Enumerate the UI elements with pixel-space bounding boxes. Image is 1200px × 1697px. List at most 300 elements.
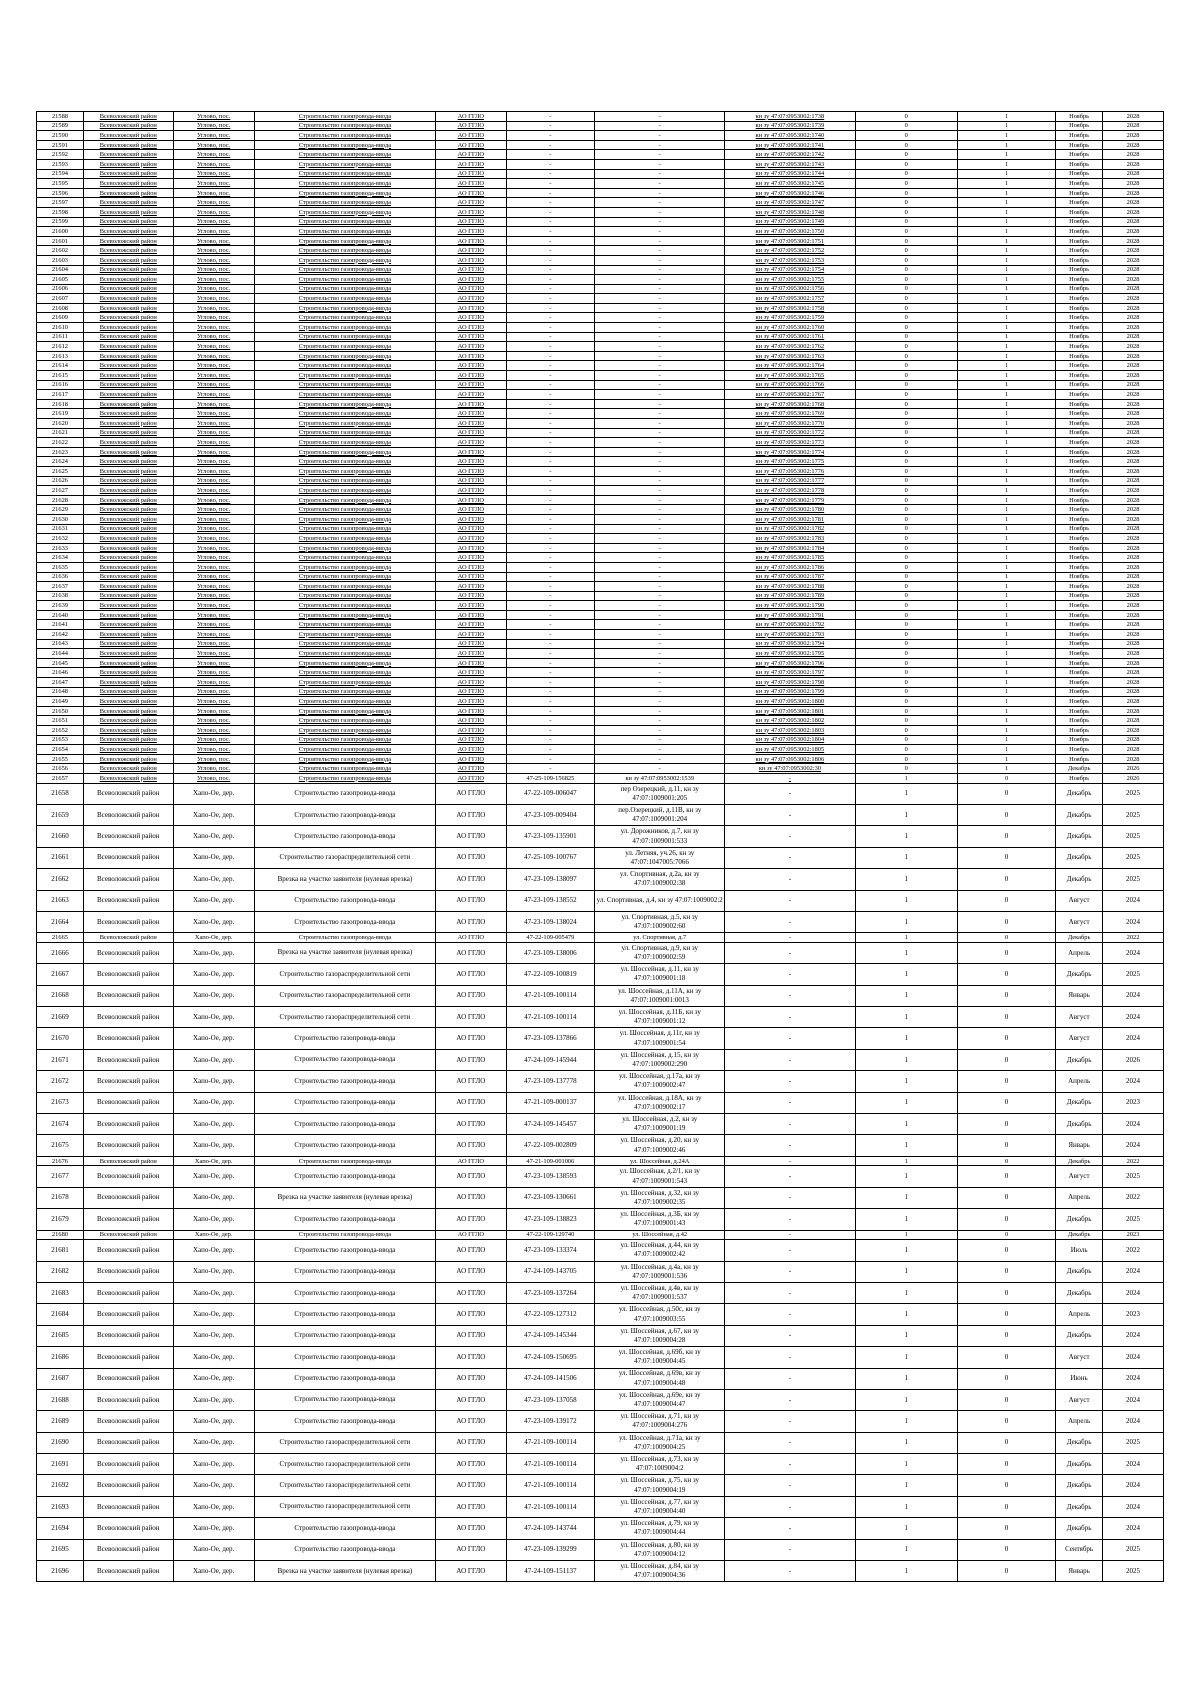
- cell-col_a: 0: [855, 217, 957, 227]
- cell-id: 21631: [37, 524, 84, 534]
- cell-address: ул. Летняя, уч.26, кн зу 47:07:1047005:7066: [595, 847, 725, 868]
- cell-month: Ноябрь: [1056, 514, 1103, 524]
- cell-work: Строительство газопровода-ввода: [254, 294, 435, 304]
- cell-id: 21588: [37, 112, 84, 122]
- cell-col_a: 0: [855, 649, 957, 659]
- cell-col_b: 0: [957, 942, 1055, 963]
- cell-permit: 47-24-109-145457: [506, 1114, 595, 1135]
- cell-address: -: [595, 735, 725, 745]
- cell-month: Август: [1056, 1007, 1103, 1028]
- cell-work: Врезка на участке заявителя (нулевая врезка): [254, 1187, 435, 1208]
- cell-work: Строительство газопровода-ввода: [254, 668, 435, 678]
- cell-org: АО ГГЛО: [436, 169, 506, 179]
- cell-month: Август: [1056, 911, 1103, 932]
- cell-col_b: 1: [957, 553, 1055, 563]
- cell-district: Всеволожский район: [83, 399, 173, 409]
- cell-col_a: 0: [855, 227, 957, 237]
- cell-col_a: 0: [855, 697, 957, 707]
- cell-settlement: Хапо-Ое, дер.: [173, 1156, 254, 1166]
- cell-id: 21659: [37, 804, 84, 825]
- cell-district: Всеволожский район: [83, 246, 173, 256]
- cell-col_b: 0: [957, 773, 1055, 783]
- cell-work: Строительство газопровода-ввода: [254, 399, 435, 409]
- cell-year: 2028: [1103, 505, 1164, 515]
- cell-month: Декабрь: [1056, 1496, 1103, 1517]
- cell-col_b: 1: [957, 457, 1055, 467]
- cell-district: Всеволожский район: [83, 678, 173, 688]
- cell-col_b: 1: [957, 514, 1055, 524]
- cell-permit: -: [506, 159, 595, 169]
- cell-work: Строительство газопровода-ввода: [254, 217, 435, 227]
- cell-org: АО ГГЛО: [436, 804, 506, 825]
- cell-settlement: Хапо-Ое, дер.: [173, 1240, 254, 1261]
- cell-address: ул. Шоссейная, д.79, кн зу 47:07:1009004:44: [595, 1518, 725, 1539]
- cell-settlement: Углово, пос.: [173, 447, 254, 457]
- cell-month: Ноябрь: [1056, 265, 1103, 275]
- table-row: [37, 294, 1164, 304]
- cell-id: 21664: [37, 911, 84, 932]
- table-row: [37, 188, 1164, 198]
- cell-col_a: 1: [855, 985, 957, 1006]
- cell-id: 21667: [37, 964, 84, 985]
- cell-month: Ноябрь: [1056, 486, 1103, 496]
- cell-id: 21676: [37, 1156, 84, 1166]
- cell-cadastral: -: [725, 1135, 855, 1156]
- table-row: [37, 313, 1164, 323]
- cell-permit: -: [506, 764, 595, 774]
- table-row: [37, 1028, 1164, 1049]
- cell-col_a: 0: [855, 601, 957, 611]
- cell-district: Всеволожский район: [83, 534, 173, 544]
- cell-month: Ноябрь: [1056, 342, 1103, 352]
- cell-month: Ноябрь: [1056, 754, 1103, 764]
- cell-settlement: Хапо-Ое, дер.: [173, 1209, 254, 1230]
- cell-permit: -: [506, 726, 595, 736]
- cell-col_a: 0: [855, 246, 957, 256]
- cell-col_b: 0: [957, 783, 1055, 804]
- cell-month: Ноябрь: [1056, 620, 1103, 630]
- cell-col_a: 1: [855, 847, 957, 868]
- cell-settlement: Углово, пос.: [173, 486, 254, 496]
- cell-col_b: 1: [957, 246, 1055, 256]
- table-row: [37, 1389, 1164, 1410]
- cell-id: 21596: [37, 188, 84, 198]
- table-row: [37, 1347, 1164, 1368]
- cell-permit: -: [506, 380, 595, 390]
- cell-id: 21695: [37, 1539, 84, 1560]
- cell-work: Строительство газопровода-ввода: [254, 620, 435, 630]
- cell-col_a: 0: [855, 495, 957, 505]
- cell-district: Всеволожский район: [83, 1325, 173, 1346]
- cell-address: -: [595, 150, 725, 160]
- cell-col_b: 0: [957, 1209, 1055, 1230]
- cell-month: Ноябрь: [1056, 745, 1103, 755]
- table-row: [37, 1166, 1164, 1187]
- cell-work: Строительство газопровода-ввода: [254, 505, 435, 515]
- cell-work: Строительство газопровода-ввода: [254, 476, 435, 486]
- cell-work: Строительство газопровода-ввода: [254, 591, 435, 601]
- cell-district: Всеволожский район: [83, 294, 173, 304]
- cell-cadastral: -: [725, 1389, 855, 1410]
- cell-year: 2028: [1103, 150, 1164, 160]
- cell-year: 2028: [1103, 754, 1164, 764]
- cell-address: -: [595, 121, 725, 131]
- cell-address: ул. Шоссейная, д.20, кн зу 47:07:1009002:46: [595, 1135, 725, 1156]
- cell-permit: -: [506, 658, 595, 668]
- cell-col_a: 0: [855, 159, 957, 169]
- cell-district: Всеволожский район: [83, 466, 173, 476]
- cell-month: Январь: [1056, 1135, 1103, 1156]
- cell-col_a: 0: [855, 131, 957, 141]
- cell-address: ул. Шоссейная, д.11, кн зу 47:07:1009001:18: [595, 964, 725, 985]
- cell-col_b: 0: [957, 1561, 1055, 1582]
- cell-id: 21604: [37, 265, 84, 275]
- cell-year: 2028: [1103, 697, 1164, 707]
- cell-cadastral: -: [725, 1187, 855, 1208]
- cell-year: 2028: [1103, 419, 1164, 429]
- cell-col_b: 1: [957, 419, 1055, 429]
- cell-district: Всеволожский район: [83, 1261, 173, 1282]
- cell-cadastral: -: [725, 1347, 855, 1368]
- cell-month: Ноябрь: [1056, 275, 1103, 285]
- cell-id: 21605: [37, 275, 84, 285]
- cell-settlement: Хапо-Ое, дер.: [173, 1518, 254, 1539]
- cell-id: 21598: [37, 207, 84, 217]
- cell-month: Ноябрь: [1056, 332, 1103, 342]
- cell-district: Всеволожский район: [83, 933, 173, 943]
- cell-month: Ноябрь: [1056, 630, 1103, 640]
- cell-settlement: Углово, пос.: [173, 351, 254, 361]
- cell-id: 21645: [37, 658, 84, 668]
- cell-address: ул. Шоссейная, д.69б, кн зу 47:07:1009004:45: [595, 1347, 725, 1368]
- cell-cadastral: кн зу 47:07:0953002:1777: [725, 476, 855, 486]
- cell-work: Врезка на участке заявителя (нулевая врезка): [254, 1561, 435, 1582]
- cell-address: -: [595, 428, 725, 438]
- cell-permit: -: [506, 323, 595, 333]
- cell-org: АО ГГЛО: [436, 1389, 506, 1410]
- cell-work: Строительство газопровода-ввода: [254, 112, 435, 122]
- cell-year: 2028: [1103, 582, 1164, 592]
- cell-settlement: Хапо-Ое, дер.: [173, 826, 254, 847]
- cell-month: Ноябрь: [1056, 399, 1103, 409]
- cell-org: АО ГГЛО: [436, 476, 506, 486]
- cell-org: АО ГГЛО: [436, 658, 506, 668]
- cell-col_b: 1: [957, 198, 1055, 208]
- cell-year: 2022: [1103, 1156, 1164, 1166]
- cell-permit: -: [506, 687, 595, 697]
- cell-month: Ноябрь: [1056, 524, 1103, 534]
- cell-month: Ноябрь: [1056, 227, 1103, 237]
- cell-month: Декабрь: [1056, 1156, 1103, 1166]
- table-row: [37, 1411, 1164, 1432]
- cell-district: Всеволожский район: [83, 697, 173, 707]
- cell-permit: 47-23-109-138823: [506, 1209, 595, 1230]
- cell-col_b: 1: [957, 649, 1055, 659]
- cell-work: Строительство газопровода-ввода: [254, 649, 435, 659]
- cell-col_b: 0: [957, 1135, 1055, 1156]
- cell-work: Строительство газопровода-ввода: [254, 1539, 435, 1560]
- cell-district: Всеволожский район: [83, 332, 173, 342]
- cell-address: -: [595, 246, 725, 256]
- cell-permit: 47-24-109-143744: [506, 1518, 595, 1539]
- cell-settlement: Углово, пос.: [173, 735, 254, 745]
- cell-col_a: 0: [855, 284, 957, 294]
- cell-work: Строительство газопровода-ввода: [254, 1156, 435, 1166]
- cell-settlement: Углово, пос.: [173, 131, 254, 141]
- cell-district: Всеволожский район: [83, 591, 173, 601]
- cell-cadastral: -: [725, 1166, 855, 1187]
- cell-district: Всеволожский район: [83, 1411, 173, 1432]
- cell-month: Декабрь: [1056, 1230, 1103, 1240]
- table-row: [37, 534, 1164, 544]
- table-row: [37, 1156, 1164, 1166]
- cell-settlement: Углово, пос.: [173, 562, 254, 572]
- cell-address: ул. Шоссейная, д.17а, кн зу 47:07:1009002:47: [595, 1071, 725, 1092]
- table-row: [37, 610, 1164, 620]
- cell-settlement: Углово, пос.: [173, 275, 254, 285]
- cell-permit: 47-21-109-001006: [506, 1156, 595, 1166]
- cell-permit: 47-23-109-138006: [506, 942, 595, 963]
- cell-month: Август: [1056, 1347, 1103, 1368]
- cell-cadastral: -: [725, 1230, 855, 1240]
- cell-permit: 47-23-109-130661: [506, 1187, 595, 1208]
- cell-year: 2028: [1103, 351, 1164, 361]
- cell-org: АО ГГЛО: [436, 390, 506, 400]
- cell-year: 2028: [1103, 159, 1164, 169]
- cell-address: ул. Шоссейная, д.32, кн зу 47:07:1009002:35: [595, 1187, 725, 1208]
- cell-work: Строительство газопровода-ввода: [254, 121, 435, 131]
- cell-col_b: 1: [957, 668, 1055, 678]
- cell-year: 2024: [1103, 942, 1164, 963]
- cell-work: Строительство газопровода-ввода: [254, 1166, 435, 1187]
- cell-address: -: [595, 207, 725, 217]
- cell-month: Ноябрь: [1056, 716, 1103, 726]
- cell-month: Ноябрь: [1056, 447, 1103, 457]
- cell-address: -: [595, 351, 725, 361]
- cell-org: АО ГГЛО: [436, 649, 506, 659]
- cell-settlement: Углово, пос.: [173, 697, 254, 707]
- cell-org: АО ГГЛО: [436, 754, 506, 764]
- cell-cadastral: кн зу 47:07:0953002:1783: [725, 534, 855, 544]
- cell-cadastral: -: [725, 1496, 855, 1517]
- cell-address: ул. Шоссейная, д.84, кн зу 47:07:1009004:36: [595, 1561, 725, 1582]
- cell-org: АО ГГЛО: [436, 911, 506, 932]
- cell-org: АО ГГЛО: [436, 1432, 506, 1453]
- cell-year: 2028: [1103, 275, 1164, 285]
- cell-year: 2028: [1103, 543, 1164, 553]
- cell-work: Строительство газопровода-ввода: [254, 1261, 435, 1282]
- cell-permit: 47-23-109-009404: [506, 804, 595, 825]
- cell-address: -: [595, 303, 725, 313]
- cell-col_b: 0: [957, 1092, 1055, 1113]
- cell-col_a: 0: [855, 687, 957, 697]
- cell-col_b: 1: [957, 294, 1055, 304]
- cell-id: 21688: [37, 1389, 84, 1410]
- cell-org: АО ГГЛО: [436, 1411, 506, 1432]
- cell-address: -: [595, 198, 725, 208]
- cell-permit: -: [506, 198, 595, 208]
- cell-col_b: 0: [957, 804, 1055, 825]
- cell-col_b: 0: [957, 1156, 1055, 1166]
- cell-col_b: 1: [957, 275, 1055, 285]
- cell-address: -: [595, 438, 725, 448]
- cell-work: Строительство газопровода-ввода: [254, 313, 435, 323]
- table-row: [37, 706, 1164, 716]
- cell-settlement: Хапо-Ое, дер.: [173, 911, 254, 932]
- cell-year: 2022: [1103, 1187, 1164, 1208]
- cell-col_b: 1: [957, 438, 1055, 448]
- cell-permit: -: [506, 543, 595, 553]
- cell-id: 21594: [37, 169, 84, 179]
- cell-year: 2024: [1103, 1135, 1164, 1156]
- cell-permit: -: [506, 207, 595, 217]
- cell-year: 2025: [1103, 1209, 1164, 1230]
- cell-col_b: 1: [957, 361, 1055, 371]
- cell-settlement: Углово, пос.: [173, 265, 254, 275]
- cell-work: Строительство газопровода-ввода: [254, 140, 435, 150]
- cell-district: Всеволожский район: [83, 1114, 173, 1135]
- table-row: [37, 1432, 1164, 1453]
- cell-settlement: Хапо-Ое, дер.: [173, 1347, 254, 1368]
- cell-year: 2028: [1103, 495, 1164, 505]
- cell-month: Декабрь: [1056, 933, 1103, 943]
- cell-address: -: [595, 332, 725, 342]
- cell-col_b: 1: [957, 601, 1055, 611]
- cell-address: -: [595, 399, 725, 409]
- cell-col_b: 0: [957, 847, 1055, 868]
- cell-id: 21654: [37, 745, 84, 755]
- cell-id: 21692: [37, 1475, 84, 1496]
- cell-month: Декабрь: [1056, 826, 1103, 847]
- cell-id: 21626: [37, 476, 84, 486]
- cell-month: Ноябрь: [1056, 649, 1103, 659]
- cell-id: 21690: [37, 1432, 84, 1453]
- cell-cadastral: кн зу 47:07:0953002:1793: [725, 630, 855, 640]
- cell-address: -: [595, 457, 725, 467]
- cell-id: 21679: [37, 1209, 84, 1230]
- cell-settlement: Углово, пос.: [173, 371, 254, 381]
- cell-cadastral: кн зу 47:07:0953002:1789: [725, 591, 855, 601]
- cell-month: Ноябрь: [1056, 390, 1103, 400]
- cell-cadastral: кн зу 47:07:0953002:1751: [725, 236, 855, 246]
- cell-col_b: 1: [957, 687, 1055, 697]
- cell-settlement: Углово, пос.: [173, 323, 254, 333]
- table-row: [37, 804, 1164, 825]
- cell-org: АО ГГЛО: [436, 150, 506, 160]
- cell-cadastral: кн зу 47:07:0953002:1796: [725, 658, 855, 668]
- cell-district: Всеволожский район: [83, 630, 173, 640]
- cell-org: АО ГГЛО: [436, 1282, 506, 1303]
- cell-org: АО ГГЛО: [436, 313, 506, 323]
- cell-month: Ноябрь: [1056, 505, 1103, 515]
- cell-district: Всеволожский район: [83, 371, 173, 381]
- cell-org: АО ГГЛО: [436, 1304, 506, 1325]
- cell-district: Всеволожский район: [83, 236, 173, 246]
- cell-settlement: Углово, пос.: [173, 620, 254, 630]
- cell-work: Строительство газопровода-ввода: [254, 1325, 435, 1346]
- cell-month: Ноябрь: [1056, 323, 1103, 333]
- cell-work: Строительство газопровода-ввода: [254, 1389, 435, 1410]
- cell-year: 2024: [1103, 1261, 1164, 1282]
- cell-district: Всеволожский район: [83, 1156, 173, 1166]
- cell-cadastral: кн зу 47:07:0953002:1745: [725, 179, 855, 189]
- cell-settlement: Хапо-Ое, дер.: [173, 1389, 254, 1410]
- cell-work: Строительство газопровода-ввода: [254, 351, 435, 361]
- cell-col_b: 1: [957, 562, 1055, 572]
- table-row: [37, 447, 1164, 457]
- cell-address: -: [595, 639, 725, 649]
- cell-org: АО ГГЛО: [436, 284, 506, 294]
- cell-permit: -: [506, 313, 595, 323]
- cell-work: Строительство газопровода-ввода: [254, 438, 435, 448]
- cell-address: -: [595, 294, 725, 304]
- cell-month: Ноябрь: [1056, 668, 1103, 678]
- cell-settlement: Углово, пос.: [173, 745, 254, 755]
- cell-id: 21616: [37, 380, 84, 390]
- cell-cadastral: -: [725, 1092, 855, 1113]
- cell-district: Всеволожский район: [83, 687, 173, 697]
- cell-year: 2028: [1103, 562, 1164, 572]
- cell-org: АО ГГЛО: [436, 265, 506, 275]
- cell-cadastral: -: [725, 1304, 855, 1325]
- table-row: [37, 591, 1164, 601]
- cell-settlement: Углово, пос.: [173, 294, 254, 304]
- cell-col_b: 0: [957, 1304, 1055, 1325]
- cell-year: 2028: [1103, 553, 1164, 563]
- cell-year: 2022: [1103, 1240, 1164, 1261]
- cell-cadastral: кн зу 47:07:0953002:1767: [725, 390, 855, 400]
- table-row: [37, 764, 1164, 774]
- cell-address: -: [595, 112, 725, 122]
- cell-org: АО ГГЛО: [436, 188, 506, 198]
- table-row: [37, 543, 1164, 553]
- table-row: [37, 486, 1164, 496]
- cell-permit: 47-23-109-138097: [506, 869, 595, 890]
- cell-month: Декабрь: [1056, 1518, 1103, 1539]
- cell-permit: 47-23-109-137264: [506, 1282, 595, 1303]
- table-row: [37, 911, 1164, 932]
- cell-work: Строительство газопровода-ввода: [254, 466, 435, 476]
- cell-month: Август: [1056, 1028, 1103, 1049]
- cell-settlement: Углово, пос.: [173, 678, 254, 688]
- cell-org: АО ГГЛО: [436, 495, 506, 505]
- cell-settlement: Хапо-Ое, дер.: [173, 1282, 254, 1303]
- cell-month: Ноябрь: [1056, 726, 1103, 736]
- cell-settlement: Хапо-Ое, дер.: [173, 804, 254, 825]
- cell-org: АО ГГЛО: [436, 399, 506, 409]
- cell-district: Всеволожский район: [83, 1282, 173, 1303]
- cell-address: -: [595, 678, 725, 688]
- cell-org: АО ГГЛО: [436, 773, 506, 783]
- cell-id: 21618: [37, 399, 84, 409]
- cell-settlement: Углово, пос.: [173, 179, 254, 189]
- cell-col_b: 1: [957, 630, 1055, 640]
- cell-permit: -: [506, 131, 595, 141]
- cell-id: 21651: [37, 716, 84, 726]
- cell-permit: -: [506, 466, 595, 476]
- cell-cadastral: кн зу 47:07:0953002:1748: [725, 207, 855, 217]
- cell-month: Ноябрь: [1056, 169, 1103, 179]
- cell-cadastral: кн зу 47:07:0953002:1758: [725, 303, 855, 313]
- cell-district: Всеволожский район: [83, 121, 173, 131]
- cell-cadastral: кн зу 47:07:0953002:1803: [725, 726, 855, 736]
- cell-col_a: 0: [855, 409, 957, 419]
- cell-work: Строительство газопровода-ввода: [254, 255, 435, 265]
- cell-work: Строительство газопровода-ввода: [254, 1092, 435, 1113]
- cell-address: -: [595, 140, 725, 150]
- cell-year: 2028: [1103, 294, 1164, 304]
- cell-permit: 47-23-109-135901: [506, 826, 595, 847]
